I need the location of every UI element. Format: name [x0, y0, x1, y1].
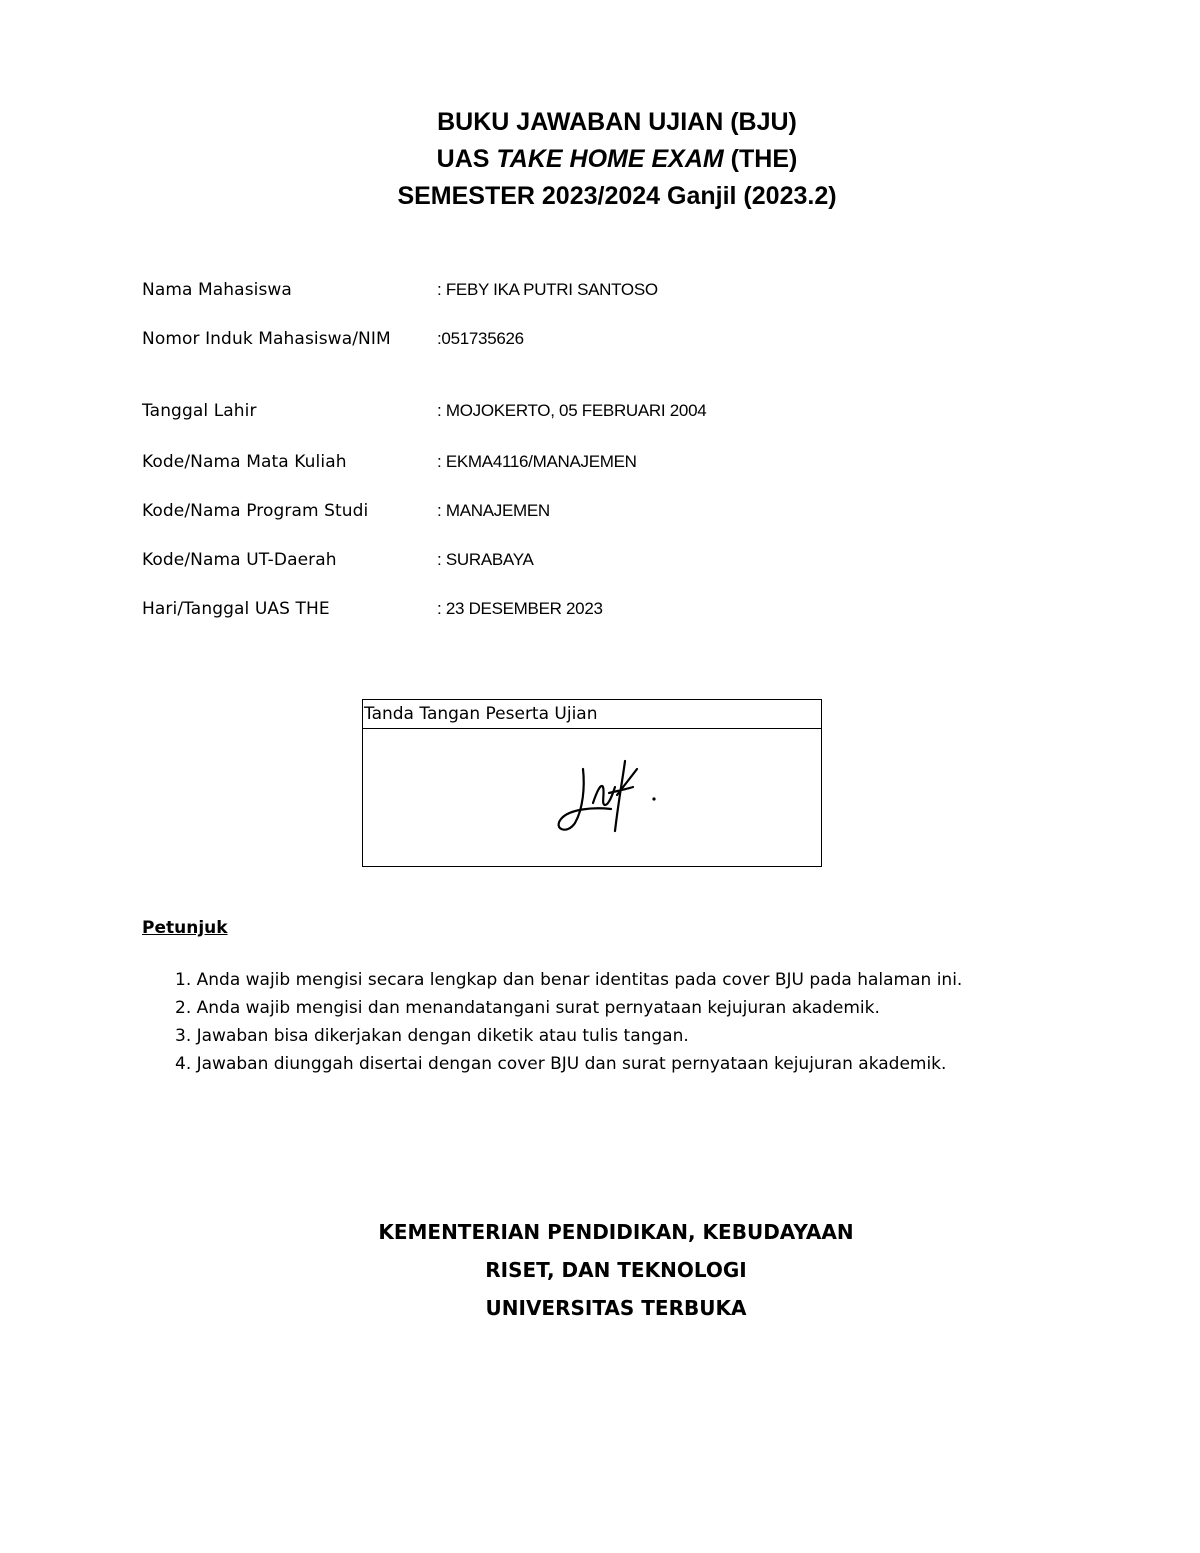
info-label: Kode/Nama Mata Kuliah [142, 452, 347, 472]
instruction-item: 1. Anda wajib mengisi secara lengkap dan benar identitas pada cover BJU pada halaman ini. [175, 970, 963, 990]
instruction-item: 3. Jawaban bisa dikerjakan dengan diketik atau tulis tangan. [175, 1026, 689, 1046]
info-value: : EKMA4116/MANAJEMEN [437, 452, 637, 471]
title-line-3: SEMESTER 2023/2024 Ganjil (2023.2) [397, 182, 837, 210]
title-line-2-prefix: UAS [436, 145, 497, 173]
signature-area [363, 729, 821, 865]
info-value: : MANAJEMEN [437, 501, 550, 520]
info-value: :051735626 [437, 329, 524, 348]
footer-line-1: KEMENTERIAN PENDIDIKAN, KEBUDAYAAN [378, 1220, 854, 1244]
instruction-item: 2. Anda wajib mengisi dan menandatangani surat pernyataan kejujuran akademik. [175, 998, 880, 1018]
institution-footer [0, 1213, 1200, 1327]
footer-line-2: RISET, DAN TEKNOLOGI [485, 1258, 747, 1282]
title-line-2 [0, 141, 1200, 178]
instructions-title: Petunjuk [142, 918, 228, 938]
instruction-item: 4. Jawaban diunggah disertai dengan cover BJU dan surat pernyataan kejujuran akademik. [175, 1054, 947, 1074]
info-label: Tanggal Lahir [142, 401, 257, 421]
info-value: : SURABAYA [437, 550, 534, 569]
title-line-2-suffix: (THE) [723, 145, 798, 173]
info-label: Kode/Nama UT-Daerah [142, 550, 337, 570]
title-line-2-italic: TAKE HOME EXAM [496, 145, 724, 173]
signature-box [362, 699, 822, 867]
info-value: : 23 DESEMBER 2023 [437, 599, 603, 618]
signature-label: Tanda Tangan Peserta Ujian [363, 700, 821, 729]
info-label: Nomor Induk Mahasiswa/NIM [142, 329, 391, 349]
signature-image [553, 747, 663, 837]
info-value: : FEBY IKA PUTRI SANTOSO [437, 280, 658, 299]
info-label: Hari/Tanggal UAS THE [142, 599, 330, 619]
info-label: Kode/Nama Program Studi [142, 501, 369, 521]
instructions-list [175, 966, 962, 1078]
footer-line-3: UNIVERSITAS TERBUKA [485, 1296, 747, 1320]
info-label: Nama Mahasiswa [142, 280, 292, 300]
document-title [0, 104, 1200, 215]
title-line-1: BUKU JAWABAN UJIAN (BJU) [437, 108, 797, 136]
info-value: : MOJOKERTO, 05 FEBRUARI 2004 [437, 401, 707, 420]
